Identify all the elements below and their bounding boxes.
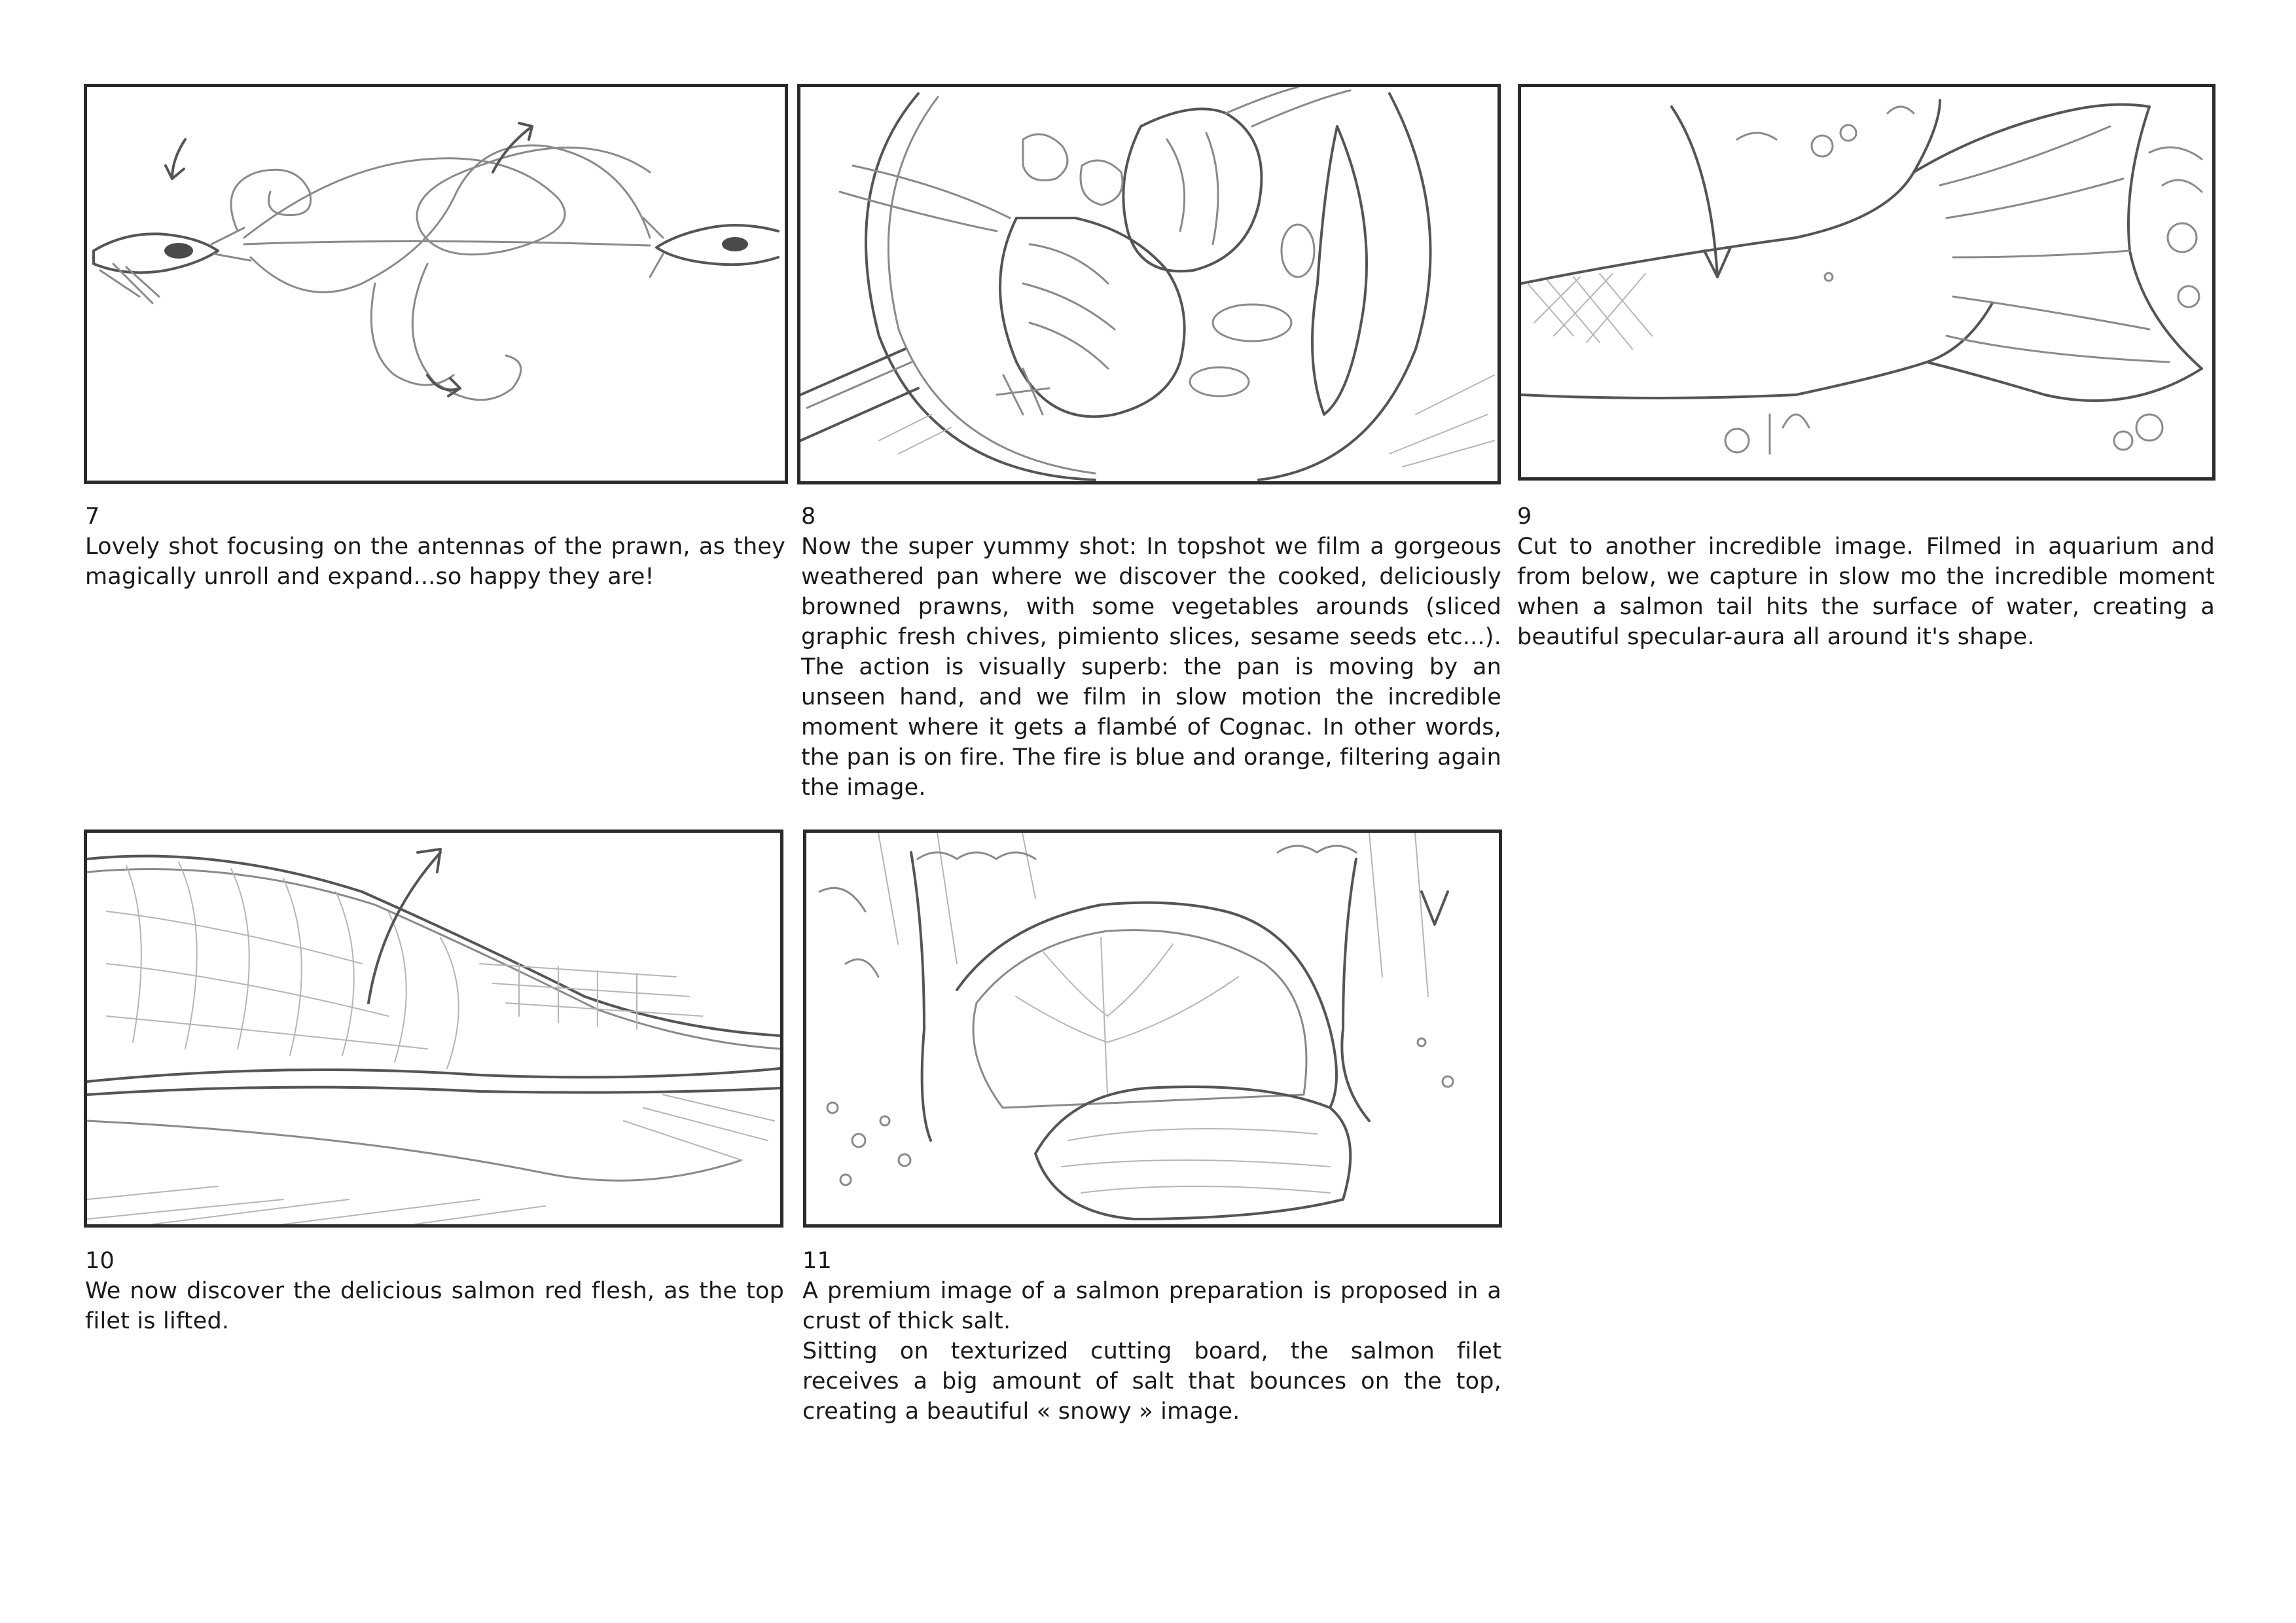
panel-description-line-1: A premium image of a salmon preparation is proposed in a crust of thick salt. [802,1278,1501,1334]
caption-panel-11 [802,1246,1501,1427]
storyboard-frame-7 [84,84,788,484]
flambe-pan-sketch [800,87,1498,481]
storyboard-frame-10 [84,830,783,1228]
salmon-tail-sketch [1521,87,2212,477]
panel-number: 7 [85,503,100,530]
panel-number: 10 [85,1248,115,1274]
panel-description: We now discover the delicious salmon red flesh, as the top filet is lifted. [85,1278,784,1334]
storyboard-frame-8 [797,84,1501,484]
salt-crust-sketch [806,833,1499,1224]
caption-panel-8 [801,501,1501,803]
panel-description: Now the super yummy shot: In topshot we film a gorgeous weathered pan where we discover the cooked, deliciously browned prawns, with some vegetables arounds (sliced graphic fresh chives, pimiento slices, sesame seeds etc...). The action is visually superb: the pan is moving by an unseen hand, and we film in slow motion the incredible moment where it gets a flambé of Cognac. In other words, the pan is on fire. The fire is blue and orange, filtering again the image. [801,534,1501,801]
prawn-antennas-sketch [87,87,785,481]
panel-number: 11 [802,1248,832,1274]
panel-number: 8 [801,503,816,530]
caption-panel-9 [1517,501,2215,652]
storyboard-frame-9 [1518,84,2215,481]
panel-description: Cut to another incredible image. Filmed in aquarium and from below, we capture in slow mo the incredible moment when a salmon tail hits the surface of water, creating a beautiful specular-aura all around it's shape. [1517,534,2215,650]
caption-panel-10 [85,1246,784,1336]
panel-description: Lovely shot focusing on the antennas of the prawn, as they magically unroll and expand...so happy they are! [85,534,785,590]
panel-description-line-2: Sitting on texturized cutting board, the salmon filet receives a big amount of salt that bounces on the top, creating a beautiful « snowy » image. [802,1338,1501,1425]
caption-panel-7 [85,501,785,592]
storyboard-frame-11 [803,830,1502,1228]
panel-number: 9 [1517,503,1532,530]
salmon-flesh-sketch [87,833,780,1224]
